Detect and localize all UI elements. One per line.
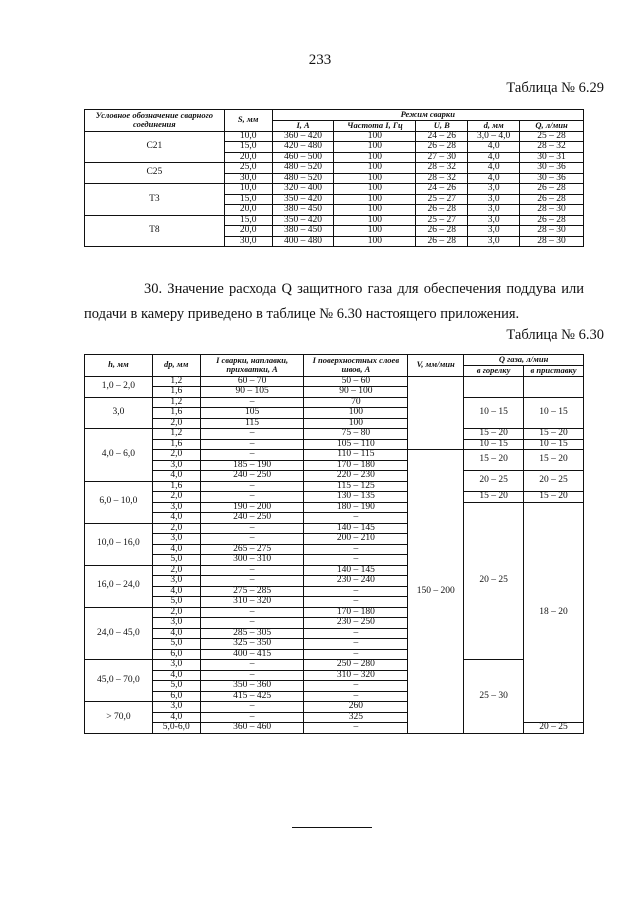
dp-cell: 3,0 (152, 618, 200, 629)
header-h: h, мм (85, 355, 153, 377)
weld-current-cell: 60 – 70 (200, 376, 304, 387)
frequency-cell: 100 (334, 142, 416, 153)
weld-current-cell: 90 – 105 (200, 387, 304, 398)
header-diameter: d, мм (468, 120, 520, 131)
gas-attachment-cell: 20 – 25 (524, 471, 584, 492)
voltage-cell: 28 – 32 (416, 173, 468, 184)
current-cell: 350 – 420 (272, 194, 334, 205)
header-weld-current: I сварки, наплавки, прихватки, А (200, 355, 304, 377)
frequency-cell: 100 (334, 205, 416, 216)
thickness-cell: 1,0 – 2,0 (85, 376, 153, 397)
weld-current-cell: 360 – 460 (200, 723, 304, 734)
gas-attachment-cell: 20 – 25 (524, 723, 584, 734)
surface-current-cell: – (304, 513, 408, 524)
s-cell: 20,0 (224, 205, 272, 216)
diameter-cell: 3,0 (468, 194, 520, 205)
dp-cell: 4,0 (152, 471, 200, 482)
table-6-29 (84, 109, 584, 247)
surface-current-cell: 140 – 145 (304, 565, 408, 576)
header-designation: Условное обозначение сварного соединения (85, 110, 225, 132)
designation-cell: Т3 (85, 184, 225, 216)
surface-current-cell: 105 – 110 (304, 439, 408, 450)
gas-flow-cell: 26 – 28 (520, 215, 584, 226)
voltage-cell: 26 – 28 (416, 236, 468, 247)
gas-torch-cell: 20 – 25 (464, 502, 524, 660)
header-voltage: U, В (416, 120, 468, 131)
surface-current-cell: 180 – 190 (304, 502, 408, 513)
header-gas-attachment: в приставку (524, 365, 584, 376)
weld-current-cell: 325 – 350 (200, 639, 304, 650)
thickness-cell: 4,0 – 6,0 (85, 429, 153, 482)
paragraph-30: 30. Значение расхода Q защитного газа для обеспечения поддува или подачи в камеру приведено в таблице № 6.30 настоящего приложения. (84, 281, 584, 322)
voltage-cell: 24 – 26 (416, 131, 468, 142)
weld-current-cell: – (200, 492, 304, 503)
gas-attachment-cell (524, 376, 584, 397)
designation-cell: С25 (85, 163, 225, 184)
header-gas-torch: в горелку (464, 365, 524, 376)
gas-flow-cell: 30 – 36 (520, 163, 584, 174)
frequency-cell: 100 (334, 236, 416, 247)
header-gas: Q газа, л/мин (464, 355, 584, 366)
thickness-cell: 3,0 (85, 397, 153, 429)
designation-cell: С21 (85, 131, 225, 163)
table-row (85, 660, 584, 671)
gas-attachment-cell: 10 – 15 (524, 439, 584, 450)
diameter-cell: 3,0 (468, 215, 520, 226)
dp-cell: 2,0 (152, 418, 200, 429)
current-cell: 480 – 520 (272, 163, 334, 174)
weld-current-cell: 240 – 250 (200, 513, 304, 524)
gas-torch-cell: 10 – 15 (464, 397, 524, 429)
surface-current-cell: 130 – 135 (304, 492, 408, 503)
weld-current-cell: 105 (200, 408, 304, 419)
current-cell: 320 – 400 (272, 184, 334, 195)
surface-current-cell: 230 – 240 (304, 576, 408, 587)
weld-current-cell: – (200, 429, 304, 440)
gas-attachment-cell: 15 – 20 (524, 429, 584, 440)
weld-current-cell: 240 – 250 (200, 471, 304, 482)
weld-current-cell: – (200, 565, 304, 576)
frequency-cell: 100 (334, 173, 416, 184)
surface-current-cell: 100 (304, 418, 408, 429)
weld-current-cell: – (200, 397, 304, 408)
weld-current-cell: – (200, 607, 304, 618)
speed-cell: 150 – 200 (408, 450, 464, 734)
dp-cell: 3,0 (152, 534, 200, 545)
diameter-cell: 4,0 (468, 163, 520, 174)
surface-current-cell: – (304, 691, 408, 702)
surface-current-cell: 200 – 210 (304, 534, 408, 545)
s-cell: 30,0 (224, 173, 272, 184)
surface-current-cell: 100 (304, 408, 408, 419)
s-cell: 15,0 (224, 194, 272, 205)
gas-torch-cell (464, 376, 524, 397)
header-frequency: Частота I, Гц (334, 120, 416, 131)
weld-current-cell: 185 – 190 (200, 460, 304, 471)
voltage-cell: 25 – 27 (416, 194, 468, 205)
diameter-cell: 3,0 (468, 236, 520, 247)
thickness-cell: 6,0 – 10,0 (85, 481, 153, 523)
surface-current-cell: – (304, 555, 408, 566)
dp-cell: 1,2 (152, 397, 200, 408)
thickness-cell: 10,0 – 16,0 (85, 523, 153, 565)
table-6-30-caption: Таблица № 6.30 (506, 327, 604, 343)
dp-cell: 3,0 (152, 702, 200, 713)
gas-torch-cell: 25 – 30 (464, 660, 524, 734)
dp-cell: 3,0 (152, 576, 200, 587)
s-cell: 10,0 (224, 131, 272, 142)
thickness-cell: 24,0 – 45,0 (85, 607, 153, 660)
gas-attachment-cell: 18 – 20 (524, 502, 584, 723)
gas-torch-cell: 15 – 20 (464, 492, 524, 503)
frequency-cell: 100 (334, 215, 416, 226)
surface-current-cell: 115 – 125 (304, 481, 408, 492)
dp-cell: 3,0 (152, 460, 200, 471)
surface-current-cell: – (304, 649, 408, 660)
surface-current-cell: 310 – 320 (304, 670, 408, 681)
voltage-cell: 25 – 27 (416, 215, 468, 226)
current-cell: 480 – 520 (272, 173, 334, 184)
voltage-cell: 26 – 28 (416, 205, 468, 216)
table-row (85, 492, 584, 503)
surface-current-cell: 110 – 115 (304, 450, 408, 461)
footer-rule (292, 827, 372, 828)
gas-torch-cell: 20 – 25 (464, 471, 524, 492)
surface-current-cell: 50 – 60 (304, 376, 408, 387)
table-6-29-caption: Таблица № 6.29 (506, 80, 604, 96)
surface-current-cell: 140 – 145 (304, 523, 408, 534)
surface-current-cell: 220 – 230 (304, 471, 408, 482)
weld-current-cell: 265 – 275 (200, 544, 304, 555)
dp-cell: 2,0 (152, 607, 200, 618)
frequency-cell: 100 (334, 226, 416, 237)
weld-current-cell: – (200, 660, 304, 671)
table-row (85, 471, 584, 482)
surface-current-cell: – (304, 639, 408, 650)
gas-flow-cell: 28 – 30 (520, 205, 584, 216)
header-dp: dp, мм (152, 355, 200, 377)
gas-flow-cell: 28 – 32 (520, 142, 584, 153)
dp-cell: 1,6 (152, 439, 200, 450)
s-cell: 25,0 (224, 163, 272, 174)
surface-current-cell: – (304, 681, 408, 692)
diameter-cell: 4,0 (468, 173, 520, 184)
surface-current-cell: – (304, 597, 408, 608)
current-cell: 380 – 450 (272, 205, 334, 216)
current-cell: 360 – 420 (272, 131, 334, 142)
weld-current-cell: 300 – 310 (200, 555, 304, 566)
diameter-cell: 4,0 (468, 152, 520, 163)
dp-cell: 4,0 (152, 670, 200, 681)
dp-cell: 1,2 (152, 429, 200, 440)
frequency-cell: 100 (334, 131, 416, 142)
table-row (85, 439, 584, 450)
thickness-cell: 16,0 – 24,0 (85, 565, 153, 607)
weld-current-cell: – (200, 702, 304, 713)
header-current: I, А (272, 120, 334, 131)
dp-cell: 4,0 (152, 586, 200, 597)
table-row (85, 215, 584, 226)
dp-cell: 2,0 (152, 450, 200, 461)
gas-flow-cell: 26 – 28 (520, 194, 584, 205)
gas-flow-cell: 28 – 30 (520, 226, 584, 237)
table-row (85, 163, 584, 174)
dp-cell: 4,0 (152, 544, 200, 555)
speed-cell (408, 376, 464, 450)
dp-cell: 5,0 (152, 597, 200, 608)
weld-current-cell: – (200, 450, 304, 461)
s-cell: 15,0 (224, 142, 272, 153)
diameter-cell: 3,0 (468, 205, 520, 216)
table-row (85, 376, 584, 387)
surface-current-cell: 70 (304, 397, 408, 408)
current-cell: 400 – 480 (272, 236, 334, 247)
current-cell: 420 – 480 (272, 142, 334, 153)
weld-current-cell: – (200, 576, 304, 587)
surface-current-cell: 170 – 180 (304, 607, 408, 618)
weld-current-cell: – (200, 670, 304, 681)
weld-current-cell: 400 – 415 (200, 649, 304, 660)
dp-cell: 5,0 (152, 681, 200, 692)
weld-current-cell: 350 – 360 (200, 681, 304, 692)
s-cell: 20,0 (224, 226, 272, 237)
s-cell: 20,0 (224, 152, 272, 163)
table-row (85, 131, 584, 142)
voltage-cell: 27 – 30 (416, 152, 468, 163)
gas-torch-cell: 15 – 20 (464, 450, 524, 471)
table-row (85, 450, 584, 461)
weld-current-cell: 415 – 425 (200, 691, 304, 702)
dp-cell: 1,6 (152, 387, 200, 398)
dp-cell: 6,0 (152, 649, 200, 660)
gas-attachment-cell: 15 – 20 (524, 450, 584, 471)
dp-cell: 5,0-6,0 (152, 723, 200, 734)
diameter-cell: 3,0 (468, 184, 520, 195)
designation-cell: Т8 (85, 215, 225, 247)
current-cell: 460 – 500 (272, 152, 334, 163)
diameter-cell: 3,0 (468, 226, 520, 237)
frequency-cell: 100 (334, 184, 416, 195)
dp-cell: 1,2 (152, 376, 200, 387)
frequency-cell: 100 (334, 152, 416, 163)
gas-flow-cell: 26 – 28 (520, 184, 584, 195)
dp-cell: 4,0 (152, 628, 200, 639)
table-6-30 (84, 354, 584, 734)
surface-current-cell: – (304, 544, 408, 555)
current-cell: 350 – 420 (272, 215, 334, 226)
dp-cell: 5,0 (152, 555, 200, 566)
table-row (85, 397, 584, 408)
weld-current-cell: 285 – 305 (200, 628, 304, 639)
surface-current-cell: 170 – 180 (304, 460, 408, 471)
surface-current-cell: 250 – 280 (304, 660, 408, 671)
s-cell: 15,0 (224, 215, 272, 226)
voltage-cell: 24 – 26 (416, 184, 468, 195)
dp-cell: 1,6 (152, 481, 200, 492)
voltage-cell: 26 – 28 (416, 226, 468, 237)
dp-cell: 2,0 (152, 565, 200, 576)
gas-torch-cell: 15 – 20 (464, 429, 524, 440)
weld-current-cell: – (200, 712, 304, 723)
surface-current-cell: 325 (304, 712, 408, 723)
dp-cell: 2,0 (152, 492, 200, 503)
weld-current-cell: 190 – 200 (200, 502, 304, 513)
weld-current-cell: 115 (200, 418, 304, 429)
dp-cell: 1,6 (152, 408, 200, 419)
gas-flow-cell: 30 – 36 (520, 173, 584, 184)
voltage-cell: 28 – 32 (416, 163, 468, 174)
gas-flow-cell: 30 – 31 (520, 152, 584, 163)
dp-cell: 4,0 (152, 712, 200, 723)
page-number: 233 (308, 52, 332, 68)
header-speed: V, мм/мин (408, 355, 464, 377)
voltage-cell: 26 – 28 (416, 142, 468, 153)
weld-current-cell: – (200, 439, 304, 450)
weld-current-cell: – (200, 523, 304, 534)
surface-current-cell: 75 – 80 (304, 429, 408, 440)
surface-current-cell: 260 (304, 702, 408, 713)
dp-cell: 6,0 (152, 691, 200, 702)
weld-current-cell: – (200, 534, 304, 545)
s-cell: 30,0 (224, 236, 272, 247)
header-welding-mode: Режим сварки (272, 110, 583, 121)
header-s: S, мм (224, 110, 272, 132)
table-row (85, 184, 584, 195)
gas-flow-cell: 28 – 30 (520, 236, 584, 247)
surface-current-cell: – (304, 628, 408, 639)
surface-current-cell: 90 – 100 (304, 387, 408, 398)
s-cell: 10,0 (224, 184, 272, 195)
frequency-cell: 100 (334, 163, 416, 174)
surface-current-cell: – (304, 586, 408, 597)
gas-flow-cell: 25 – 28 (520, 131, 584, 142)
dp-cell: 5,0 (152, 639, 200, 650)
dp-cell: 3,0 (152, 502, 200, 513)
gas-torch-cell: 10 – 15 (464, 439, 524, 450)
surface-current-cell: – (304, 723, 408, 734)
table-row (85, 502, 584, 513)
gas-attachment-cell: 10 – 15 (524, 397, 584, 429)
table-row (85, 429, 584, 440)
weld-current-cell: 310 – 320 (200, 597, 304, 608)
gas-attachment-cell: 15 – 20 (524, 492, 584, 503)
dp-cell: 2,0 (152, 523, 200, 534)
header-gas-flow: Q, л/мин (520, 120, 584, 131)
thickness-cell: > 70,0 (85, 702, 153, 734)
current-cell: 380 – 450 (272, 226, 334, 237)
weld-current-cell: – (200, 481, 304, 492)
weld-current-cell: 275 – 285 (200, 586, 304, 597)
diameter-cell: 3,0 – 4,0 (468, 131, 520, 142)
dp-cell: 3,0 (152, 660, 200, 671)
dp-cell: 4,0 (152, 513, 200, 524)
surface-current-cell: 230 – 250 (304, 618, 408, 629)
weld-current-cell: – (200, 618, 304, 629)
diameter-cell: 4,0 (468, 142, 520, 153)
frequency-cell: 100 (334, 194, 416, 205)
header-surface-current: I поверхностных слоев швов, А (304, 355, 408, 377)
thickness-cell: 45,0 – 70,0 (85, 660, 153, 702)
